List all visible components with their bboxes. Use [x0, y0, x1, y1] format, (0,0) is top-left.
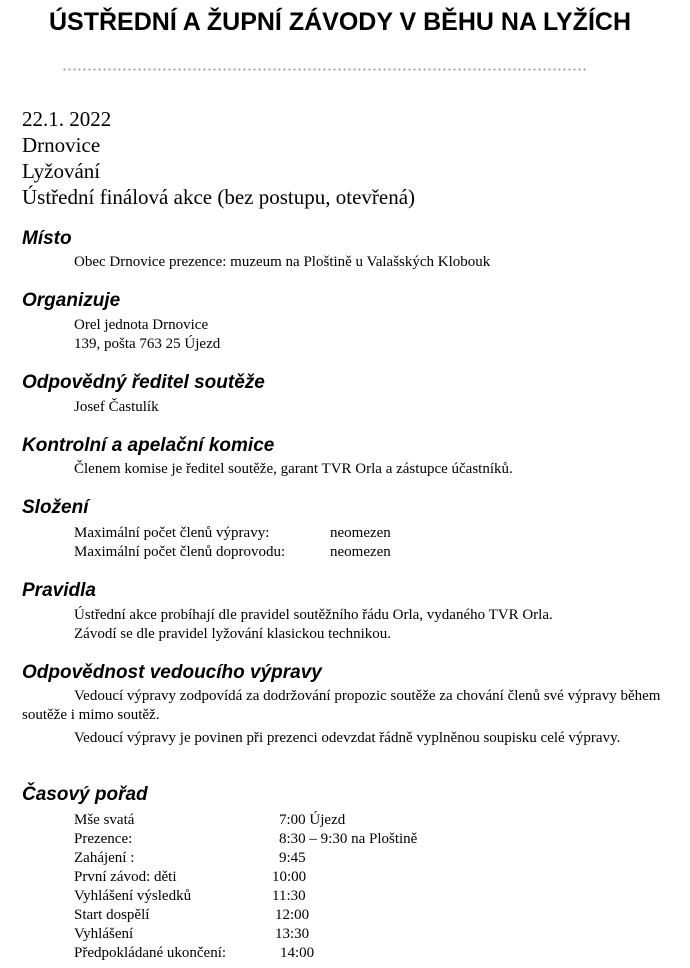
- odpovednost-paragraph-1: Vedoucí výpravy zodpovídá za dodržování propozic soutěže za chování členů své výpravy během soutěže i mimo soutěž.: [22, 688, 661, 723]
- schedule-value: 10:00: [272, 869, 307, 885]
- misto-text: Obec Drnovice prezence: muzeum na Ploštině u Valašských Klobouk: [74, 254, 491, 270]
- heading-reditel: Odpovědný ředitel soutěže: [22, 372, 265, 393]
- schedule-label: Předpokládané ukončení:: [74, 945, 227, 961]
- pravidla-line1: Ústřední akce probíhají dle pravidel soutěžního řádu Orla, vydaného TVR Orla.: [74, 607, 553, 623]
- slozeni-row-label: Maximální počet členů výpravy:: [74, 525, 270, 541]
- heading-pravidla: Pravidla: [22, 580, 96, 601]
- schedule-value: 12:00: [275, 907, 310, 923]
- schedule-label: Vyhlášení: [74, 926, 134, 942]
- schedule-label: Start dospělí: [74, 907, 150, 923]
- odpovednost-paragraph-2: Vedoucí výpravy je povinen při prezenci odevzdat řádně vyplněnou soupisku celé výpravy.: [74, 730, 621, 746]
- slozeni-row-value: neomezen: [330, 544, 391, 560]
- dotted-divider: [62, 67, 586, 72]
- heading-odpovednost: Odpovědnost vedoucího výpravy: [22, 662, 322, 683]
- heading-misto: Místo: [22, 228, 72, 249]
- document-title: ÚSTŘEDNÍ A ŽUPNÍ ZÁVODY V BĚHU NA LYŽÍCH: [49, 8, 631, 36]
- reditel-name: Josef Častulík: [74, 399, 159, 415]
- schedule-label: Mše svatá: [74, 812, 135, 828]
- event-sport: Lyžování: [22, 159, 101, 183]
- schedule-value: 13:30: [275, 926, 310, 942]
- schedule-value: 14:00: [280, 945, 315, 961]
- schedule-label: První závod: děti: [74, 869, 177, 885]
- schedule-value: 8:30 – 9:30 na Ploštině: [279, 831, 418, 847]
- heading-slozeni: Složení: [22, 497, 89, 518]
- heading-komise: Kontrolní a apelační komice: [22, 435, 275, 456]
- event-type: Ústřední finálová akce (bez postupu, otevřená): [22, 185, 416, 209]
- slozeni-row-label: Maximální počet členů doprovodu:: [74, 544, 286, 560]
- event-date: 22.1. 2022: [22, 107, 112, 131]
- slozeni-row-value: neomezen: [330, 525, 391, 541]
- schedule-label: Vyhlášení výsledků: [74, 888, 192, 904]
- schedule-value: 9:45: [279, 850, 306, 866]
- schedule-label: Prezence:: [74, 831, 133, 847]
- heading-organizuje: Organizuje: [22, 290, 121, 311]
- pravidla-line2: Závodí se dle pravidel lyžování klasickou technikou.: [74, 626, 391, 642]
- event-info: [22, 106, 415, 210]
- schedule-value: 7:00 Újezd: [279, 812, 346, 828]
- schedule-label: Zahájení :: [74, 850, 135, 866]
- komise-text: Členem komise je ředitel soutěže, garant TVR Orla a zástupce účastníků.: [74, 461, 513, 477]
- organizuje-line2: 139, pošta 763 25 Újezd: [74, 336, 221, 352]
- event-location: Drnovice: [22, 133, 101, 157]
- schedule-value: 11:30: [272, 888, 306, 904]
- organizuje-line1: Orel jednota Drnovice: [74, 317, 209, 333]
- heading-casovy-porad: Časový pořad: [22, 784, 148, 805]
